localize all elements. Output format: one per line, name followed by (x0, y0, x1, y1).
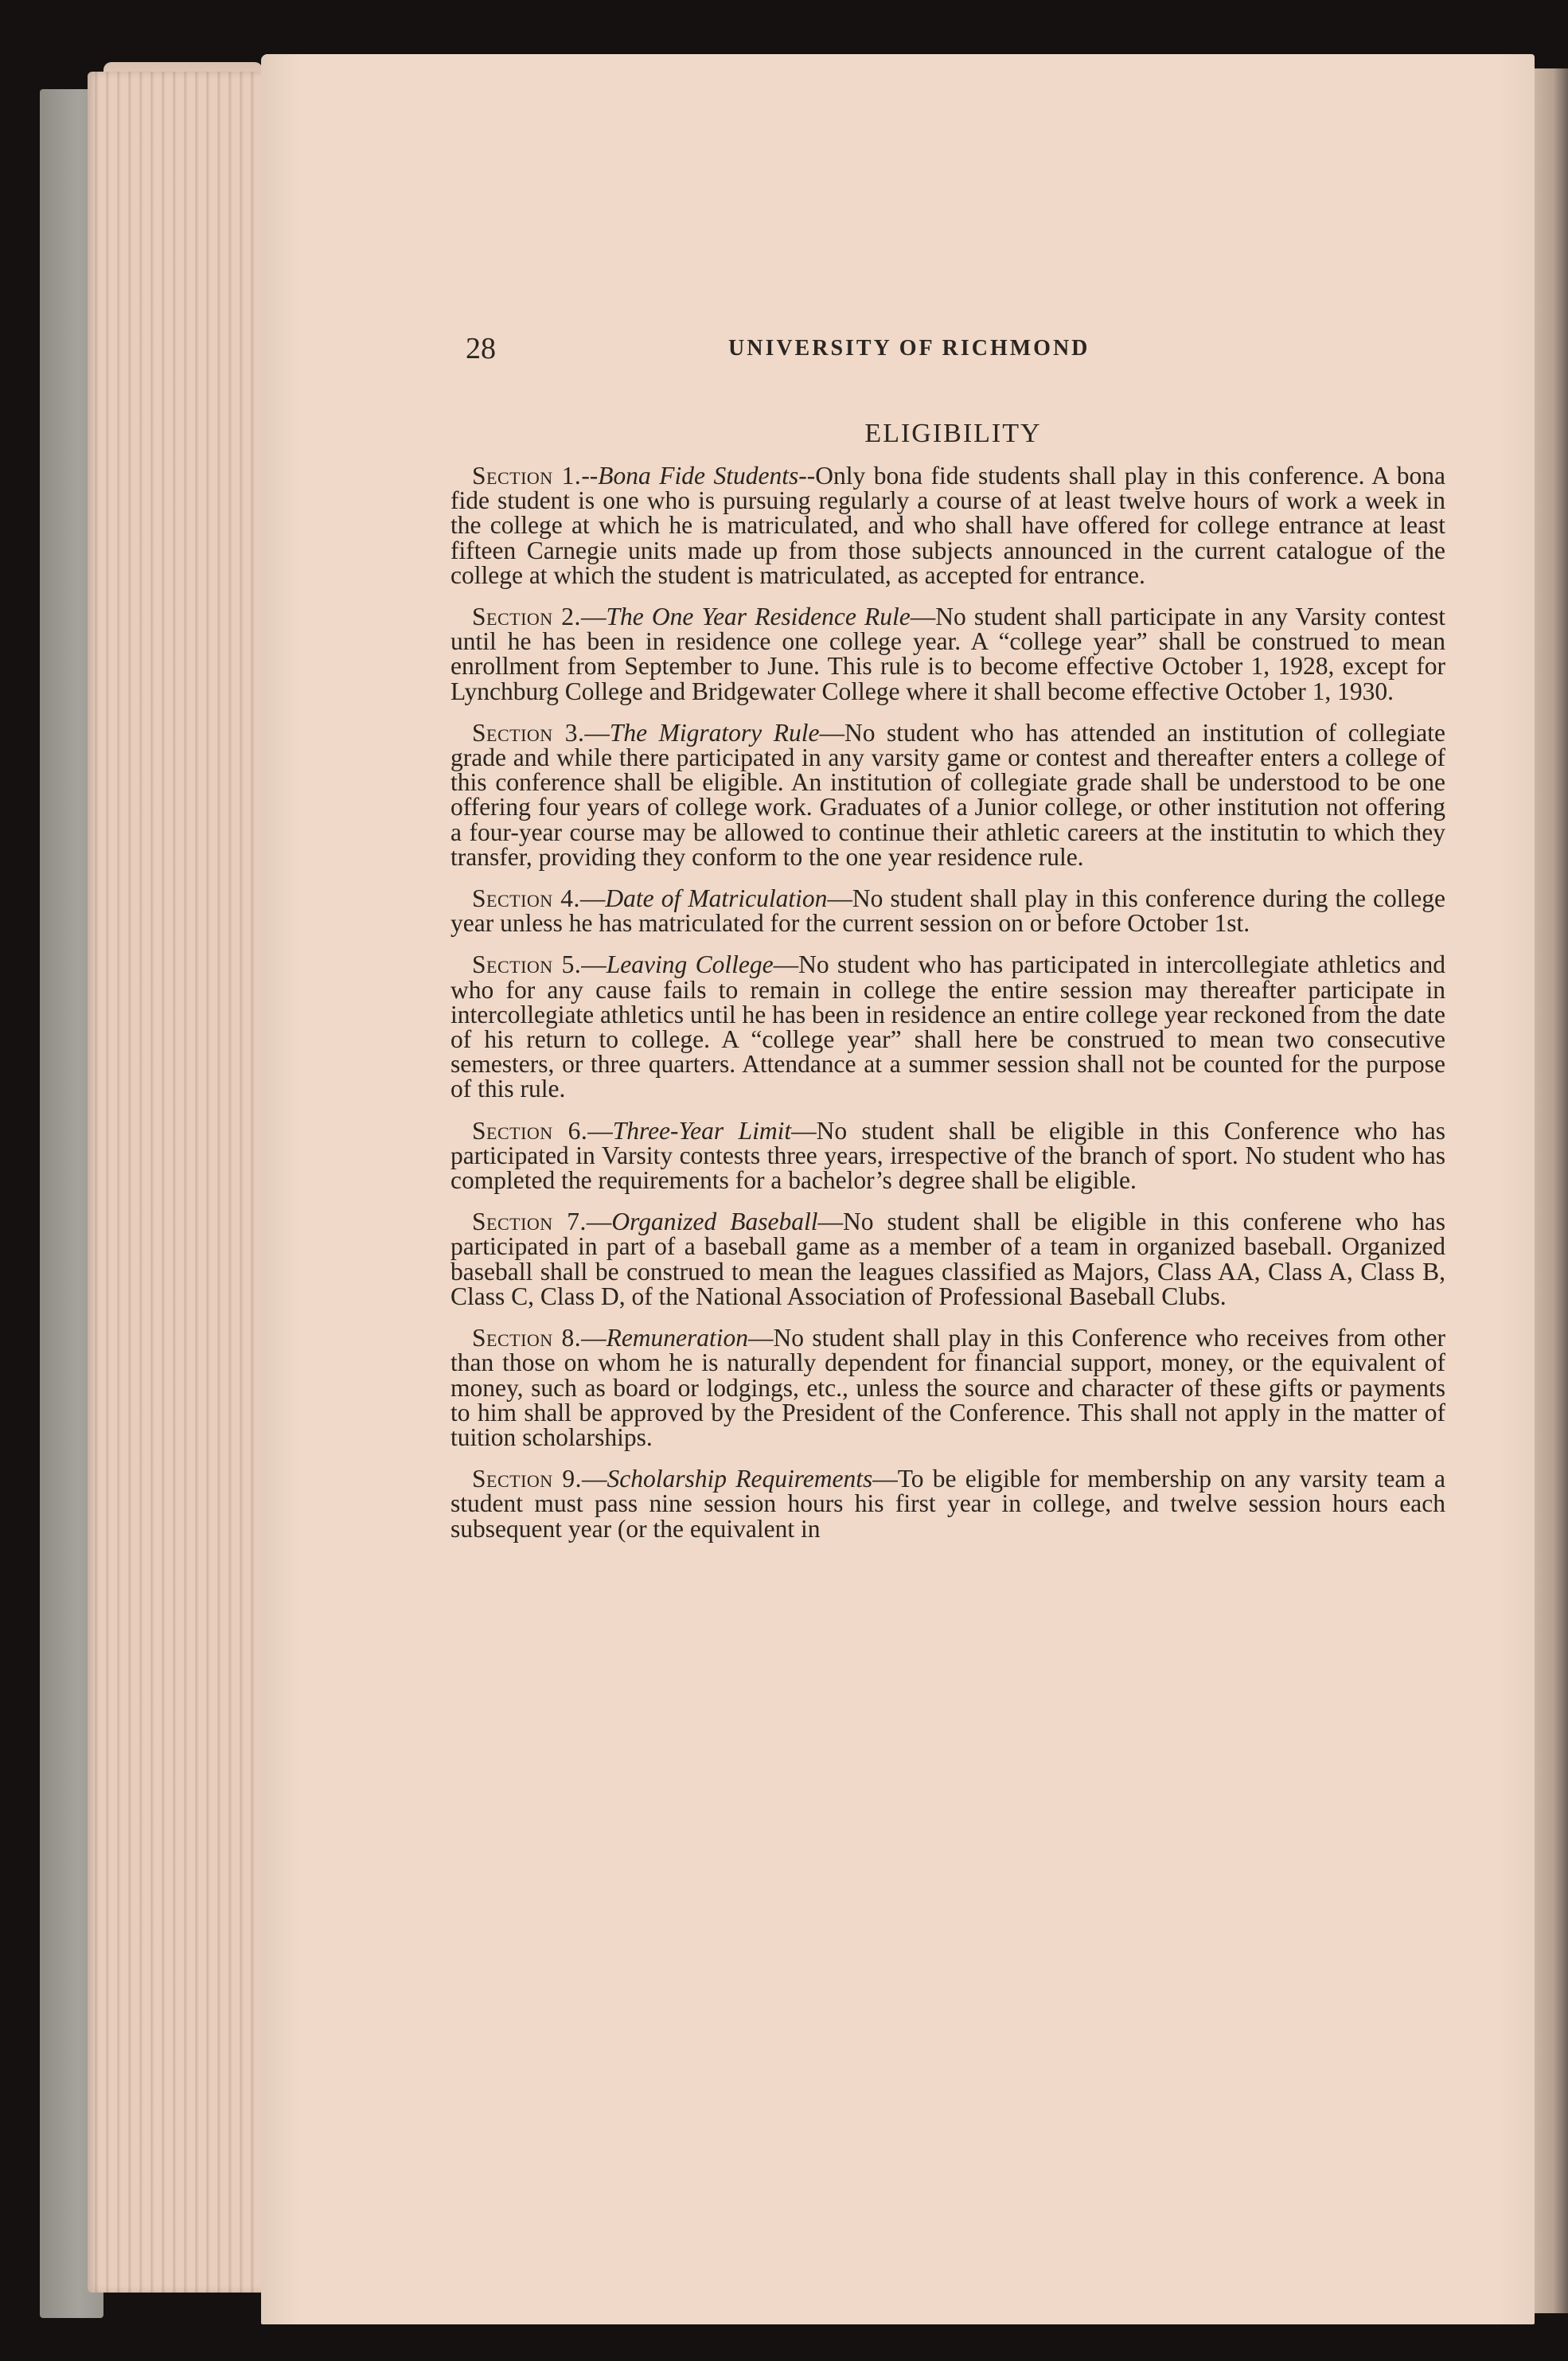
section-separator: — (581, 950, 607, 979)
section-heading: Leaving College (606, 950, 774, 979)
section-separator: — (579, 884, 606, 913)
section-text: No student shall be eligible in this Conference who has participated in Varsity contests three years, irrespective of the branch of sport. No student who has completed the requirements for a bachelor’s degree shall be eligible. (451, 1116, 1445, 1195)
section-separator: — (584, 718, 610, 747)
section-separator: — (819, 718, 844, 747)
section-heading: Organized Baseball (611, 1208, 818, 1236)
section-paragraph-6 (451, 1118, 1445, 1193)
section-separator: -- (798, 462, 816, 490)
section-label: Section 7. (472, 1208, 587, 1236)
section-text: No student shall be eligible in this conferene who has participated in part of a baseball game as a member of a team in organized baseball. Organized baseball shall be construed to mean the leagues classified as Majors, Class AA, Class A, Class B, Class C, Class D, of the National Association of Professional Baseball Clubs. (451, 1208, 1446, 1310)
section-text: To be eligible for membership on any varsity team a student must pass nine session hours his first year in college, and twelve session hours each subsequent year (or the equivalent in (451, 1465, 1445, 1543)
section-separator: — (580, 603, 607, 631)
section-paragraph-1 (451, 463, 1445, 587)
section-paragraph-9 (451, 1466, 1445, 1541)
section-paragraph-3 (451, 720, 1445, 869)
section-heading: Date of Matriculation (605, 884, 828, 913)
section-text: No student shall play in this Conference who receives from other than those on whom he is naturally dependent for financial support, money, or the equivalent of money, such as board or lodgings, etc., unless the source and character of these gifts or payments to him shall be approved by the President of the Conference. This shall not apply in the matter of tuition scholarships. (451, 1324, 1446, 1451)
section-paragraph-8 (451, 1325, 1445, 1450)
section-heading: Bona Fide Students (598, 462, 799, 490)
section-separator: — (586, 1208, 612, 1236)
section-label: Section 4. (472, 884, 580, 913)
section-text: No student shall play in this conference during the college year unless he has matriculated for the current session on or before October 1st. (451, 884, 1445, 938)
page-header (466, 325, 1441, 373)
section-separator: — (748, 1324, 774, 1352)
section-separator: — (872, 1465, 898, 1493)
section-heading: The Migratory Rule (609, 718, 820, 747)
section-separator: — (587, 1116, 613, 1145)
section-separator: — (817, 1208, 843, 1236)
section-paragraph-4 (451, 884, 1445, 938)
section-paragraph-5 (451, 952, 1445, 1101)
section-separator: — (773, 950, 799, 979)
section-text: No student who has attended an institution of collegiate grade and while there participated in any varsity game or contest and thereafter enters a college of this conference shall be eligible. An institution of collegiate grade shall be understood to be one offering four years of college work. Graduates of a Junior college, or other institution not offering a four-year course may be allowed to continue their athletic careers at the institutin to which they transfer, providing they conform to the one year residence rule. (451, 718, 1446, 871)
section-text: No student shall participate in any Varsity contest until he has been in residence one college year. A “college year” shall be construed to mean enrollment from September to June. This rule is to become effective October 1, 1928, except for Lynchburg College and Bridgewater College where it shall become effective October 1, 1930. (451, 603, 1446, 705)
section-separator: — (582, 1465, 607, 1493)
section-label: Section 1. (472, 462, 582, 490)
section-label: Section 5. (472, 950, 582, 979)
section-label: Section 8. (472, 1324, 582, 1352)
section-heading: Three-Year Limit (612, 1116, 792, 1145)
section-paragraph-7 (451, 1209, 1445, 1309)
section-paragraph-2 (451, 604, 1445, 704)
section-separator: — (581, 1324, 607, 1352)
section-heading: The One Year Residence Rule (606, 603, 911, 631)
page-edges (88, 72, 271, 2293)
section-text: No student who has participated in intercollegiate athletics and who for any cause fails to remain in college the entire session may thereafter participate in intercollegiate athletics until he has been in residence an entire college year reckoned from the date of his return to college. A “college year” shall here be construed to mean two consecutive semesters, or three quarters. Attendance at a summer session shall not be counted for the purpose of this rule. (451, 950, 1446, 1103)
section-separator: -- (581, 462, 599, 490)
body-text (451, 463, 1445, 1558)
page-number: 28 (466, 332, 496, 365)
section-separator: — (827, 884, 852, 913)
section-separator: — (791, 1116, 817, 1145)
next-page-edge (1532, 68, 1568, 2313)
section-separator: — (910, 603, 936, 631)
section-label: Section 2. (472, 603, 581, 631)
section-heading: Scholarship Requirements (607, 1465, 873, 1493)
running-head: UNIVERSITY OF RICHMOND (728, 336, 1090, 361)
section-label: Section 3. (472, 718, 585, 747)
section-label: Section 9. (472, 1465, 583, 1493)
section-title: ELIGIBILITY (864, 419, 1042, 448)
section-text: Only bona fide students shall play in this conference. A bona fide student is one who is pursuing regularly a course of at least twelve hours of work a week in the college at which he is matriculated, and who shall have offered for college entrance at least fifteen Carnegie units made up from those subjects announced in the current catalogue of the college at which the student is matriculated, as accepted for entrance. (451, 462, 1445, 589)
section-label: Section 6. (472, 1116, 588, 1145)
section-heading: Remuneration (606, 1324, 749, 1352)
